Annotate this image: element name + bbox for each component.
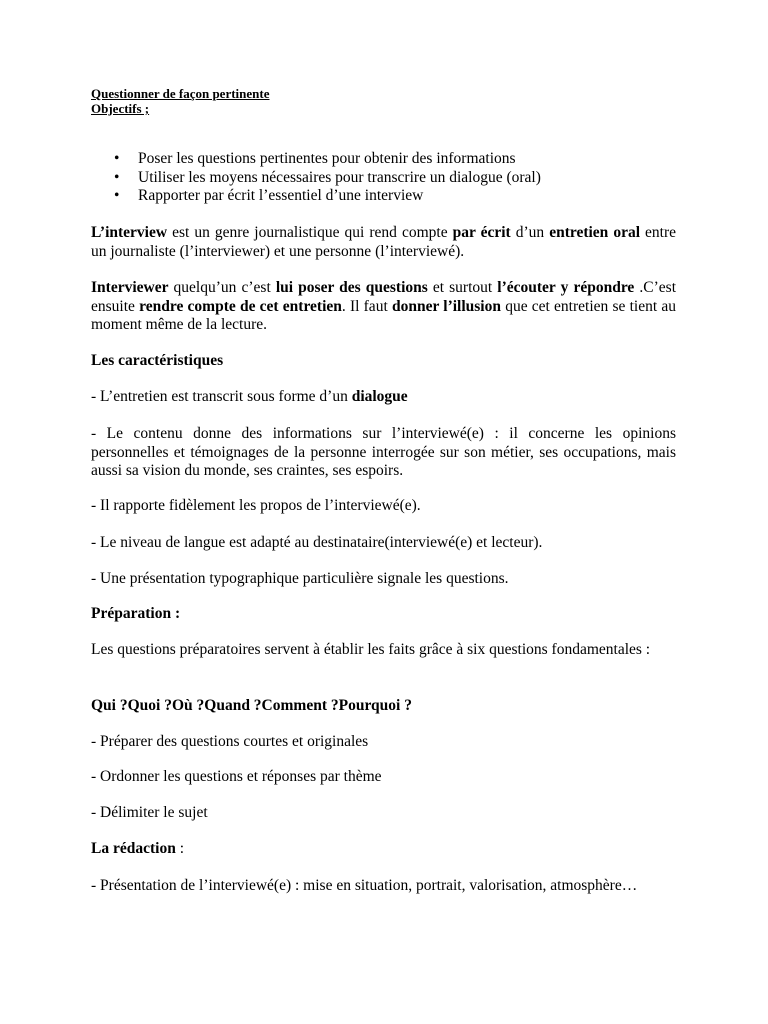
interviewer-text: quelqu’un c’est [168,279,276,296]
caracteristique-bold: dialogue [351,388,408,405]
caracteristique-item: - Il rapporte fidèlement les propos de l’interviewé(e). [91,497,421,514]
intro-bold: entretien oral [549,224,641,241]
interviewer-text: . Il faut [341,297,392,315]
preparation-item: - Ordonner les questions et réponses par thème [91,768,382,785]
interviewer-bold: donner l’illusion [391,297,501,315]
caracteristique-text: - L’entretien est transcrit sous forme d’un [91,388,352,405]
section-heading-preparation [91,605,676,624]
preparation-item: - Délimiter le sujet [91,804,208,821]
interviewer-text: que cet entretien se tient au moment même de la lecture. [91,297,676,333]
preparation-item: - Préparer des questions courtes et originales [91,733,369,750]
six-questions [91,697,676,716]
section-heading-text: Les caractéristiques [91,352,224,369]
interviewer-bold: rendre compte de cet entretien [139,297,342,315]
six-questions-text: Qui ?Quoi ?Où ?Quand ?Comment ?Pourquoi ? [91,697,412,714]
intro-text: d’un [510,224,550,241]
objectives-label: Objectifs ; [91,101,150,116]
section-heading-text: La rédaction [91,840,176,857]
preparation-paragraph: Les questions préparatoires servent à établir les faits grâce à six questions fondamentales : [91,641,651,658]
bullet-icon: • [114,187,120,204]
objective-text: Rapporter par écrit l’essentiel d’une interview [138,187,424,204]
intro-bold: par écrit [452,224,511,241]
objective-text: Poser les questions pertinentes pour obtenir des informations [138,150,516,167]
intro-text: entre un journaliste (l’interviewer) et une personne (l’interviewé). [91,224,677,260]
objectives-list [91,150,676,206]
list-item [91,150,676,169]
list-item [91,169,676,188]
section-heading-redaction [91,840,676,859]
intro-paragraph [91,224,676,261]
caracteristique-item: - Le contenu donne des informations sur l’interviewé(e) : il concerne les opinions personnelles et témoignages de la personne interrogée sur son métier, ses occupations, mais aussi sa vision du monde, ses craintes, ses espoirs. [91,425,676,479]
intro-term: L’interview [91,224,168,241]
section-heading-tail: : [175,840,184,857]
intro-text: est un genre journalistique qui rend compte [167,224,453,241]
objective-text: Utiliser les moyens nécessaires pour transcrire un dialogue (oral) [138,168,541,186]
interviewer-bold: Interviewer [91,279,169,296]
redaction-item: - Présentation de l’interviewé(e) : mise en situation, portrait, valorisation, atmosphère… [91,877,638,894]
section-heading-text: Préparation : [91,605,181,622]
document-header [91,86,270,116]
interviewer-bold: lui poser des questions [275,279,428,296]
caracteristique-item [91,388,676,407]
interviewer-text: et surtout [427,279,498,296]
caracteristique-item: - Une présentation typographique particulière signale les questions. [91,570,509,587]
caracteristique-item: - Le niveau de langue est adapté au destinataire(interviewé(e) et lecteur). [91,534,543,551]
interviewer-bold: l’écouter y répondre [497,279,635,296]
section-heading-caracteristiques [91,352,676,371]
interviewer-text: .C’est ensuite [91,279,676,315]
list-item [91,187,676,206]
bullet-icon: • [114,168,120,186]
document-title: Questionner de façon pertinente [91,86,270,101]
interviewer-paragraph [91,279,676,335]
bullet-icon: • [114,150,120,167]
